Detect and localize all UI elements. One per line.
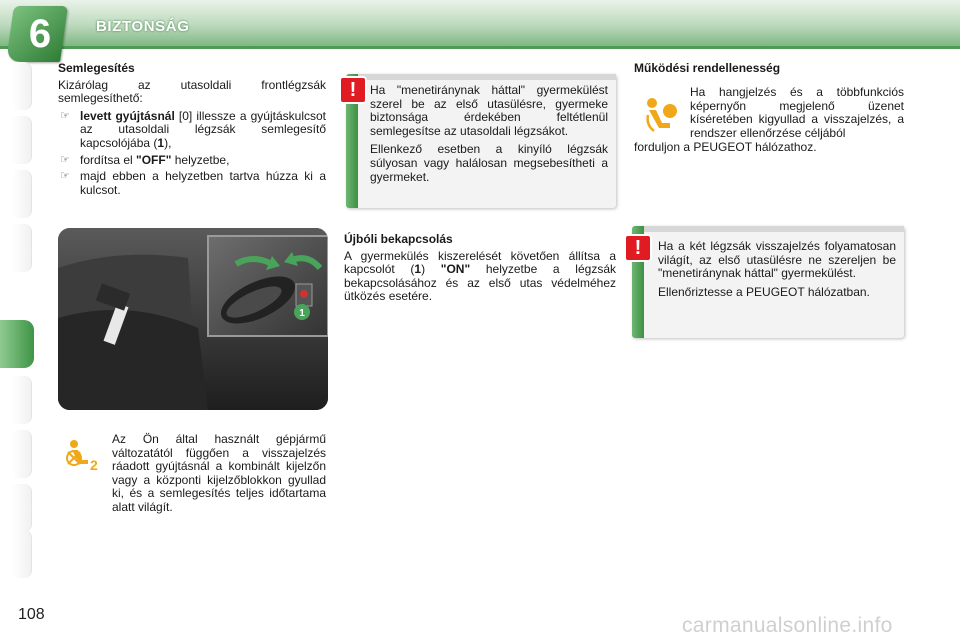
malfunction-section: [634, 62, 904, 79]
step-1-num: 1: [157, 135, 165, 150]
exclamation-icon: !: [341, 78, 365, 102]
thumb-tab[interactable]: [12, 116, 32, 164]
thumb-tab[interactable]: [12, 530, 32, 578]
warning-box-top-strip: [644, 226, 904, 232]
malfunction-heading: Működési rendellenesség: [634, 61, 781, 75]
reactivation-on: "ON": [440, 262, 471, 277]
step-1: [58, 110, 326, 151]
reactivation-heading: Újbóli bekapcsolás: [344, 232, 453, 246]
thumb-tab[interactable]: [12, 62, 32, 110]
warning-box-top-strip: [358, 74, 616, 80]
reactivation-text-start: A gyermekülés kiszerelését követően állítsa a kapcsolót (: [344, 248, 616, 277]
fault-warning-box: [632, 226, 904, 338]
reactivation-text: [344, 250, 616, 304]
step-2-text: fordítsa el: [80, 152, 137, 167]
malfunction-text-full: forduljon a PEUGEOT hálózathoz.: [634, 140, 817, 154]
deactivation-section: [58, 62, 326, 200]
child-seat-warning-para-1: Ha "menetiránynak háttal" gyermekülést szerel be az első utasülésre, gyermeke biztonsága érdekében feltétlenül semlegesítse az utasoldali légzsákot.: [370, 83, 608, 138]
page-number: 108: [18, 606, 45, 623]
step-1-text: [0] illessze a gyújtáskulcsot az utasoldali légzsák semlegesítő kapcsolójába (: [80, 108, 326, 150]
child-seat-warning-text: [370, 84, 608, 189]
callout-number: 1: [299, 308, 305, 319]
thumb-tab[interactable]: [12, 430, 32, 478]
deactivation-intro: Kizárólag az utasoldali frontlégzsák semlegesíthető:: [58, 77, 326, 106]
chapter-number: 6: [28, 12, 52, 56]
fault-warning-para-2: Ellenőriztesse a PEUGEOT hálózatban.: [658, 284, 870, 299]
header-divider: [0, 46, 960, 49]
child-seat-warning-para-2: Ellenkező esetben a kinyíló légzsák súlyosan vagy halálosan megsebesítheti a gyermeket.: [370, 142, 608, 184]
fault-warning-para-1: Ha a két légzsák visszajelzés folyamatosan világít, az első utasülésre ne szereljen be "menetiránynak háttal" gyermekülést.: [658, 239, 896, 281]
section-title: BIZTONSÁG: [96, 18, 190, 35]
warning-lamp-note: Az Ön által használt gépjármű változatától függően a visszajelzés ráadott gyújtásnál a kombinált kijelzőn vagy a központi kijelzőblokkon gyullad ki, és a semlegesítés teljes időtartama alatt világít.: [112, 432, 326, 514]
reactivation-text-end: helyzetbe a légzsák bekapcsolásához és az első utas védelméhez ütközés esetére.: [344, 262, 616, 304]
deactivation-heading: Semlegesítés: [58, 61, 135, 75]
exclamation-icon: !: [626, 236, 650, 260]
reactivation-num: 1: [414, 262, 422, 277]
pointing-hand-icon: ☞: [60, 109, 70, 122]
step-3-text: majd ebben a helyzetben tartva húzza ki a kulcsot.: [80, 169, 326, 197]
svg-text:2: 2: [90, 457, 98, 472]
airbag-switch-photo: [58, 228, 328, 410]
step-2-end: helyzetbe,: [171, 152, 230, 167]
pointing-hand-icon: ☞: [60, 153, 70, 166]
airbag-off-warning-icon: [62, 436, 102, 472]
thumb-tab[interactable]: [12, 224, 32, 272]
step-2: [58, 154, 326, 168]
pointing-hand-icon: ☞: [60, 170, 70, 183]
thumb-tab[interactable]: [12, 484, 32, 532]
reactivation-text-mid: ): [421, 262, 441, 277]
chapter-thumb-tabs: [0, 62, 34, 578]
thumb-tab[interactable]: [12, 170, 32, 218]
step-3: [58, 170, 326, 197]
step-2-bold: "OFF": [136, 152, 172, 167]
malfunction-text-indented: Ha hangjelzés és a többfunkciós képernyőn megjelenő üzenet kíséretében kigyullad a visszajelzés, a rendszer ellenőrzése céljából: [690, 85, 904, 140]
fault-warning-text: [658, 240, 896, 304]
child-seat-warning-box: [346, 74, 616, 208]
thumb-tab[interactable]: [12, 376, 32, 424]
watermark: carmanualsonline.info: [682, 614, 893, 637]
reactivation-section: [344, 233, 616, 308]
step-1-end: ),: [164, 135, 172, 150]
thumb-tab-active[interactable]: [0, 320, 34, 368]
airbag-fault-icon: [640, 95, 680, 137]
step-1-bold: levett gyújtásnál: [80, 108, 175, 123]
